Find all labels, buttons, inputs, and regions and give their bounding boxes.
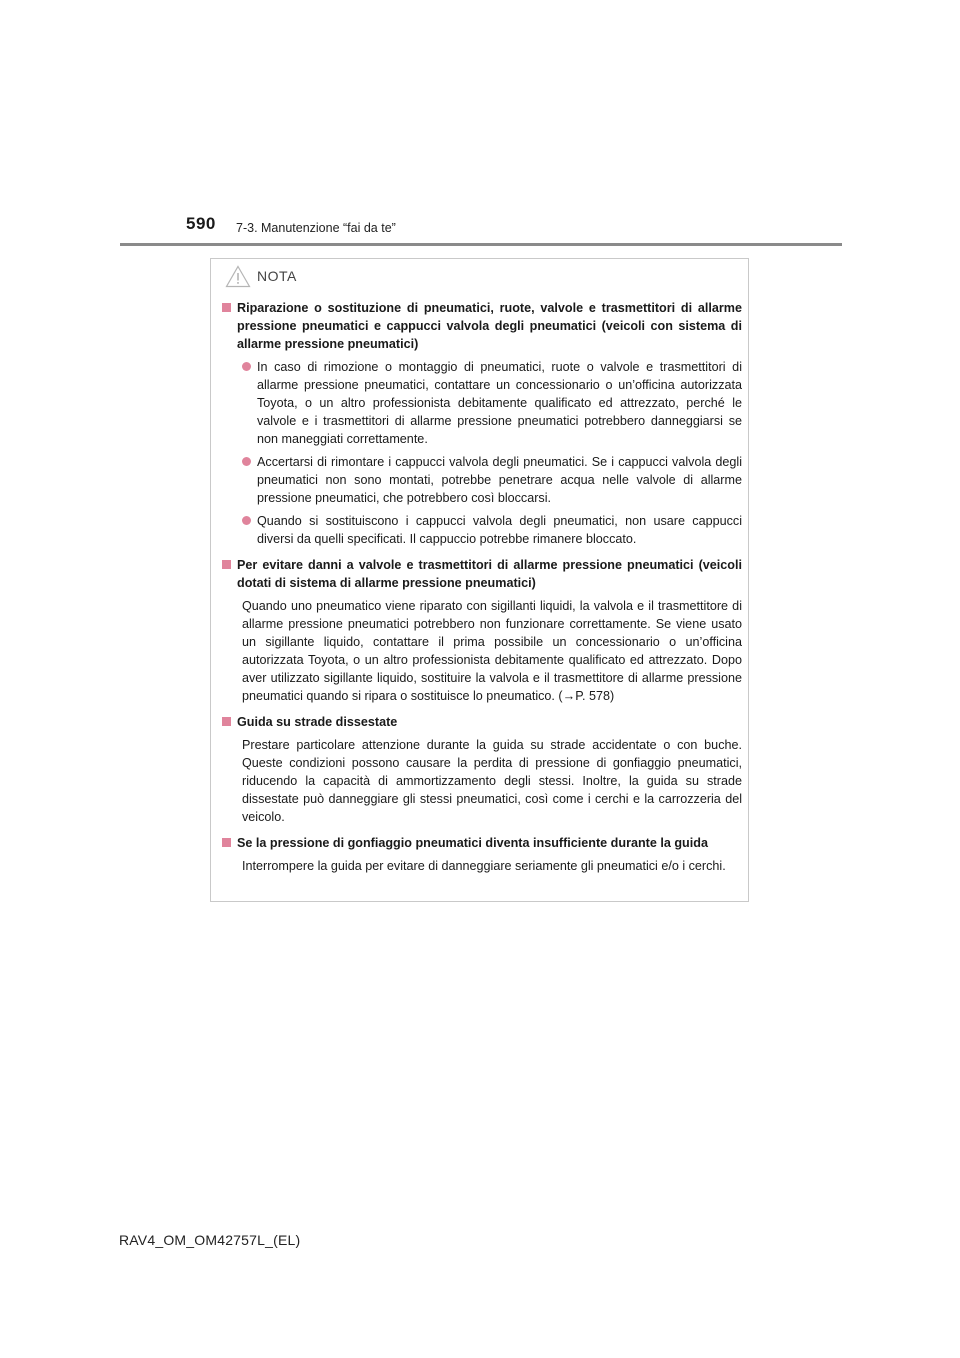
page-number: 590: [186, 214, 216, 233]
section-heading: [222, 556, 742, 592]
section-heading: [222, 713, 742, 731]
header-rule: [120, 243, 842, 246]
section-heading: [222, 834, 742, 852]
square-bullet-icon: [222, 303, 231, 312]
section-paragraph: Quando uno pneumatico viene riparato con sigillanti liquidi, la valvola e il trasmettitore di allarme pressione pneumatici potrebbero non funzionare correttamente. Se viene usato un sigillante liquido, contattare il prima possibile un concessionario o un’officina autorizzata Toyota, o un altro professionista debitamente qualificato ed attrezzato. Dopo aver utilizzato sigillante liquido, sostituire la valvola e il trasmettitore di allarme pressione pneumatici quando si ripara o sostituisce lo pneumatico. (→P. 578): [242, 599, 742, 703]
list-item-text: Accertarsi di rimontare i cappucci valvola degli pneumatici. Se i cappucci valvola degli pneumatici non sono montati, potrebbe penetrare acqua nelle valvole di allarme pressione pneumatici, che potrebbero così bloccarsi.: [257, 455, 742, 505]
note-box: [210, 258, 749, 902]
note-label: NOTA: [257, 268, 297, 284]
note-section: [222, 834, 742, 875]
section-heading-text: Guida su strade dissestate: [237, 715, 398, 729]
section-heading: [222, 299, 742, 353]
bullet-list: [222, 358, 742, 548]
round-bullet-icon: [242, 362, 251, 371]
square-bullet-icon: [222, 560, 231, 569]
note-section: [222, 556, 742, 705]
round-bullet-icon: [242, 516, 251, 525]
note-header: [225, 265, 297, 287]
round-bullet-icon: [242, 457, 251, 466]
section-heading-text: Per evitare danni a valvole e trasmettitori di allarme pressione pneumatici (veicoli dotati di sistema di allarme pressione pneumatici): [237, 558, 742, 590]
section-paragraph: Interrompere la guida per evitare di danneggiare seriamente gli pneumatici e/o i cerchi.: [242, 859, 726, 873]
list-item-text: Quando si sostituiscono i cappucci valvola degli pneumatici, non usare cappucci diversi da quelli specificati. Il cappuccio potrebbe rimanere bloccato.: [257, 514, 742, 546]
section-paragraph: Prestare particolare attenzione durante la guida su strade accidentate o con buche. Queste condizioni possono causare la perdita di pressione di gonfiaggio pneumatici, riducendo la capacità di ammortizzamento degli stessi. Inoltre, la guida su strade dissestate può danneggiare gli stessi pneumatici, così come i cerchi e la carrozzeria del veicolo.: [242, 738, 742, 824]
note-body: [222, 299, 742, 883]
warning-triangle-icon: [225, 265, 251, 288]
document-code: RAV4_OM_OM42757L_(EL): [119, 1232, 301, 1248]
note-section: [222, 713, 742, 826]
square-bullet-icon: [222, 717, 231, 726]
list-item: [242, 512, 742, 548]
square-bullet-icon: [222, 838, 231, 847]
list-item: [242, 453, 742, 507]
section-title: 7-3. Manutenzione “fai da te”: [236, 221, 396, 235]
section-heading-text: Riparazione o sostituzione di pneumatici, ruote, valvole e trasmettitori di allarme pressione pneumatici e cappucci valvola degli pneumatici (veicoli con sistema di allarme pressione pneumatici): [237, 301, 742, 351]
list-item: [242, 358, 742, 448]
section-heading-text: Se la pressione di gonfiaggio pneumatici diventa insufficiente durante la guida: [237, 836, 708, 850]
list-item-text: In caso di rimozione o montaggio di pneumatici, ruote o valvole e trasmettitori di allarme pressione pneumatici, contattare un concessionario o un’officina autorizzata Toyota, o un altro professionista debitamente qualificato ed attrezzato, perché le valvole e i trasmettitori di allarme pressione pneumatici potrebbero danneggiarsi se non maneggiati correttamente.: [257, 360, 742, 446]
note-section: [222, 299, 742, 548]
